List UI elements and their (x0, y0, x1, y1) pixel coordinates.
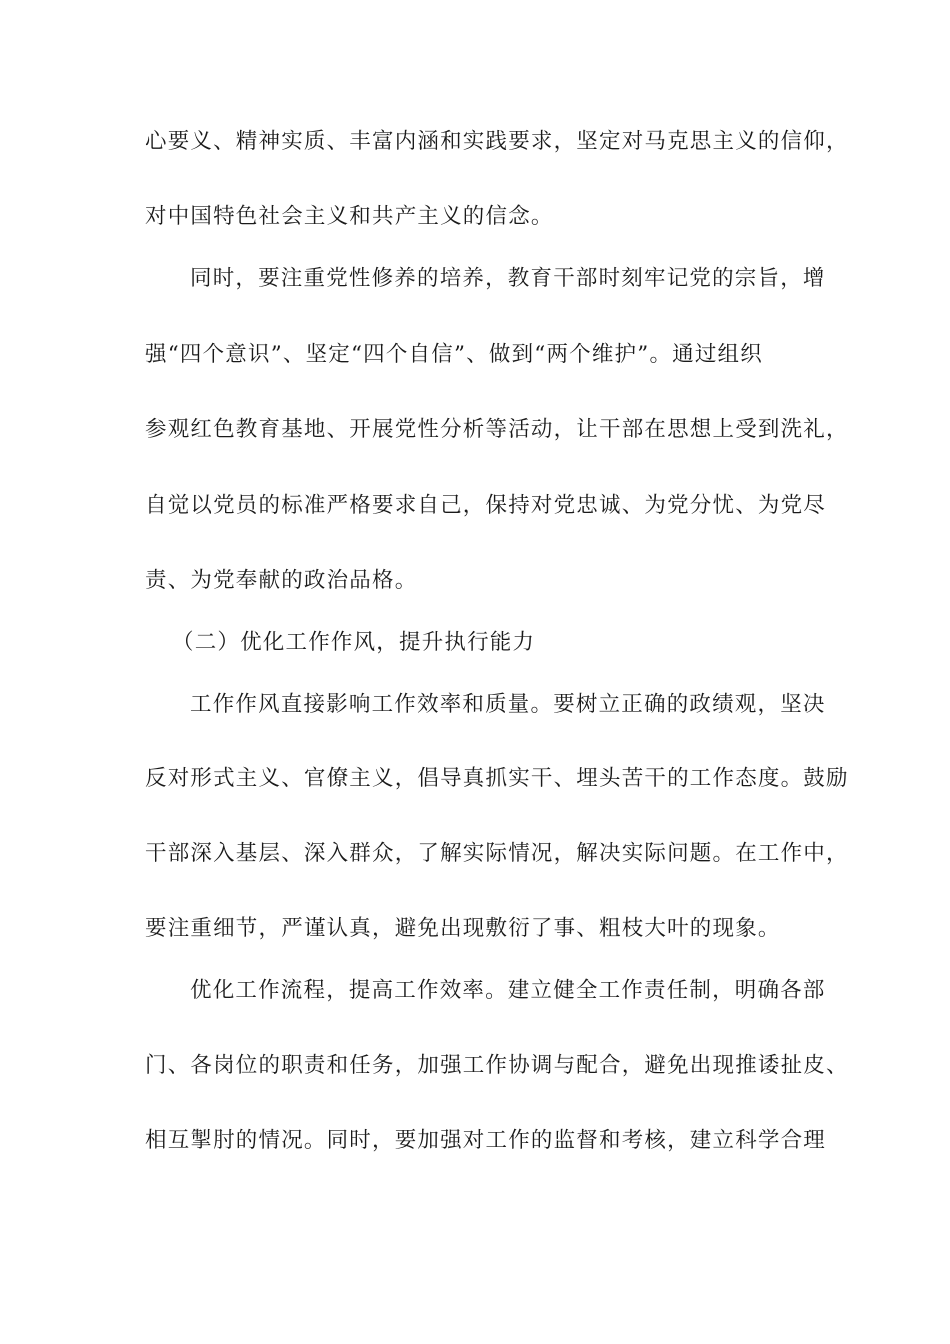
body-text-line: 责、为党奉献的政治品格。 (145, 568, 418, 593)
body-text-line: 心要义、精神实质、丰富内涵和实践要求，坚定对马克思主义的信仰， (145, 129, 849, 154)
paragraph-first-line: 同时，要注重党性修养的培养，教育干部时刻牢记党的宗旨，增 (190, 266, 826, 291)
paragraph-first-line: 工作作风直接影响工作效率和质量。要树立正确的政绩观，坚决 (190, 692, 826, 717)
body-text-line: 对中国特色社会主义和共产主义的信念。 (145, 204, 554, 229)
body-text-line: 强“四个意识”、坚定“四个自信”、做到“两个维护”。通过组织 (145, 342, 763, 367)
paragraph-first-line: 优化工作流程，提高工作效率。建立健全工作责任制，明确各部 (190, 978, 826, 1003)
body-text-line: 要注重细节，严谨认真，避免出现敷衍了事、粗枝大叶的现象。 (145, 916, 781, 941)
section-heading: （二）优化工作作风，提升执行能力 (172, 630, 536, 655)
body-text-line: 自觉以党员的标准严格要求自己，保持对党忠诚、为党分忧、为党尽 (145, 493, 827, 518)
body-text-line: 反对形式主义、官僚主义，倡导真抓实干、埋头苦干的工作态度。鼓励 (145, 766, 849, 791)
body-text-line: 参观红色教育基地、开展党性分析等活动，让干部在思想上受到洗礼， (145, 417, 849, 442)
body-text-line: 门、各岗位的职责和任务，加强工作协调与配合，避免出现推诿扯皮、 (145, 1053, 849, 1078)
body-text-line: 干部深入基层、深入群众，了解实际情况，解决实际问题。在工作中， (145, 841, 849, 866)
body-text-line: 相互掣肘的情况。同时，要加强对工作的监督和考核，建立科学合理 (145, 1128, 827, 1153)
